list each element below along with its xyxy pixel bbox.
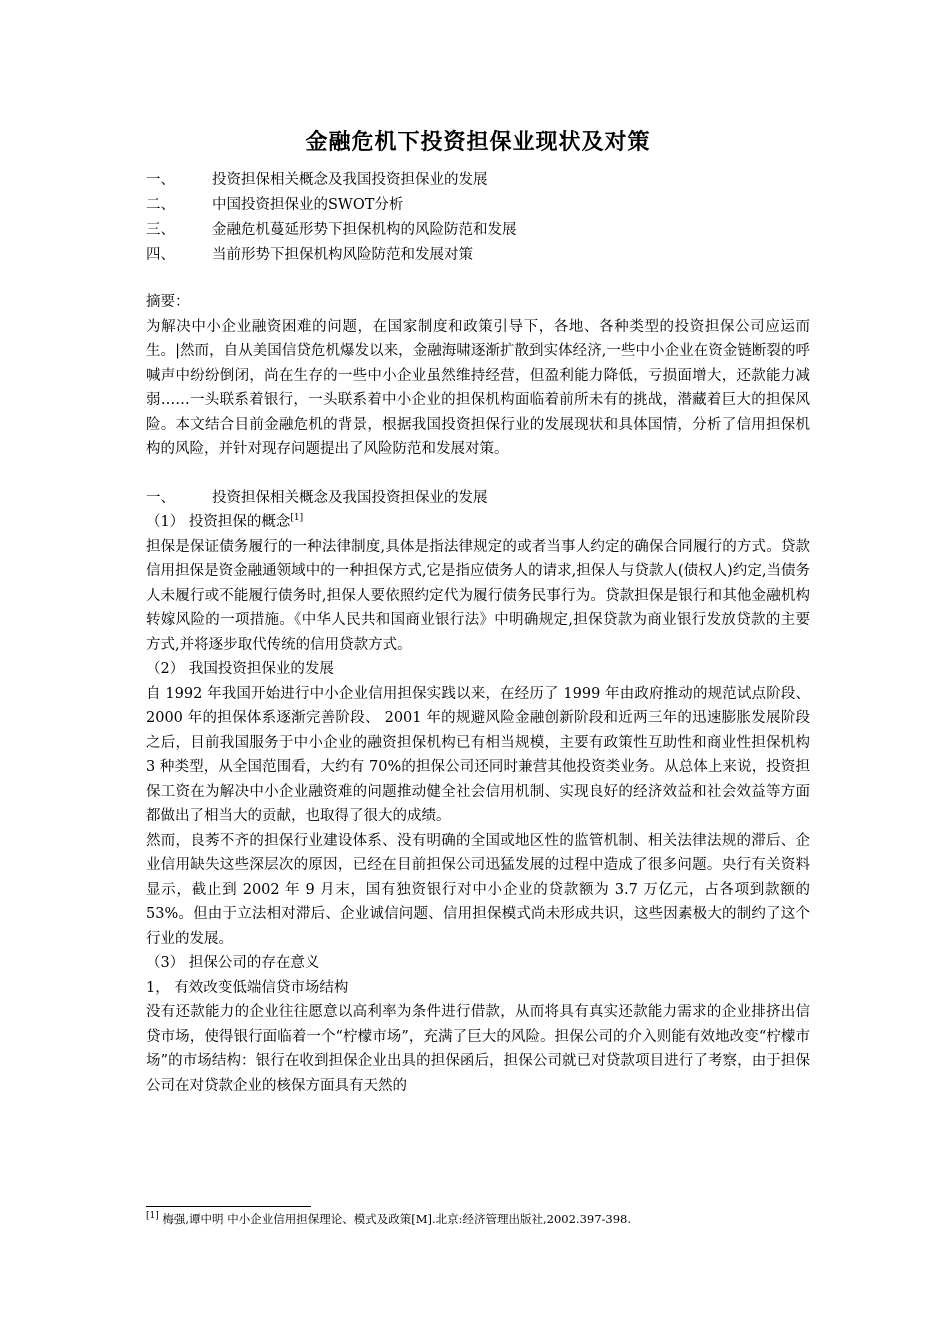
table-of-contents xyxy=(146,168,810,268)
footnote-marker: [1] xyxy=(146,1211,159,1222)
subsection-heading: （2） 我国投资担保业的发展 xyxy=(146,661,334,677)
paragraph: 没有还款能力的企业往往愿意以高利率为条件进行借款，从而将具有真实还款能力需求的企业排挤出信贷市场，使得银行面临着一个“柠檬市场”，充满了巨大的风险。担保公司的介入则能有效地改变“柠檬市场”的市场结构：银行在收到担保企业出具的担保函后，担保公司就已对贷款项目进行了考察，由于担保公司在对贷款企业的核保方面具有天然的 xyxy=(146,1004,810,1094)
toc-number: 一、 xyxy=(146,172,175,188)
toc-text: 当前形势下担保机构风险防范和发展对策 xyxy=(212,247,473,263)
toc-item xyxy=(146,218,810,243)
toc-item xyxy=(146,168,810,193)
abstract-text: 为解决中小企业融资困难的问题，在国家制度和政策引导下，各地、各种类型的投资担保公司应运而生。|然而，自从美国信贷危机爆发以来，金融海啸逐渐扩散到实体经济,一些中小企业在资金链断裂的呼喊声中纷纷倒闭，尚在生存的一些中小企业虽然维持经营，但盈利能力降低，亏损面增大，还款能力减弱……一头联系着银行，一头联系着中小企业的担保机构面临着前所未有的挑战，潜藏着巨大的担保风险。本文结合目前金融危机的背景，根据我国投资担保行业的发展现状和具体国情，分析了信用担保机构的风险，并针对现存问题提出了风险防范和发展对策。 xyxy=(146,318,810,457)
subsection-heading: （3） 担保公司的存在意义 xyxy=(146,955,320,971)
toc-text: 投资担保相关概念及我国投资担保业的发展 xyxy=(212,172,488,188)
toc-text: 金融危机蔓延形势下担保机构的风险防范和发展 xyxy=(212,222,517,238)
document-body xyxy=(146,290,810,1098)
footnote-separator xyxy=(146,1206,311,1207)
toc-number: 三、 xyxy=(146,222,175,238)
toc-item xyxy=(146,193,810,218)
toc-item xyxy=(146,243,810,268)
section-number: 一、 xyxy=(146,489,175,506)
footnote xyxy=(146,1211,810,1227)
paragraph-gap xyxy=(146,462,810,486)
section-heading-text: 投资担保相关概念及我国投资担保业的发展 xyxy=(212,489,488,506)
toc-number: 二、 xyxy=(146,197,175,213)
toc-number: 四、 xyxy=(146,247,175,263)
document-title: 金融危机下投资担保业现状及对策 xyxy=(305,130,651,155)
footnote-reference[interactable]: [1] xyxy=(290,513,304,524)
footnote-text: 梅强,谭中明 中小企业信用担保理论、模式及政策[M].北京:经济管理出版社,2002.397-398. xyxy=(162,1212,632,1226)
paragraph: 自 1992 年我国开始进行中小企业信用担保实践以来，在经历了 1999 年由政府推动的规范试点阶段、 2000 年的担保体系逐渐完善阶段、 2001 年的规避风险金融创新阶段和近两三年的迅速膨胀发展阶段之后，目前我国服务于中小企业的融资担保机构已有相当规模，主要有政策性互助性和商业性担保机构 3 种类型，从全国范围看，大约有 70%的担保公司还同时兼营其他投资类业务。从总体上来说，投资担保工资在为解决中小企业融资难的问题推动健全社会信用机制、实现良好的经济效益和社会效益等方面都做出了相当大的贡献，也取得了很大的成绩。 xyxy=(146,685,810,824)
toc-text: 中国投资担保业的SWOT分析 xyxy=(212,197,404,213)
subsection-heading-text: （1） 投资担保的概念 xyxy=(146,514,291,530)
paragraph: 然而，良莠不齐的担保行业建设体系、没有明确的全国或地区性的监管机制、相关法律法规的滞后、企业信用缺失这些深层次的原因，已经在目前担保公司迅猛发展的过程中造成了很多问题。央行有关资料显示，截止到 2002 年 9 月末，国有独资银行对中小企业的贷款额为 3.7 万亿元，占各项到款额的 53%。但由于立法相对滞后、企业诚信问题、信用担保模式尚未形成共识，这些因素极大的制约了这个行业的发展。 xyxy=(146,832,810,947)
subsection-heading xyxy=(146,510,810,535)
section-heading xyxy=(146,486,810,511)
point-heading: 1， 有效改变低端信贷市场结构 xyxy=(146,979,349,996)
paragraph: 担保是保证债务履行的一种法律制度,具体是指法律规定的或者当事人约定的确保合同履行的方式。贷款信用担保是资金融通领域中的一种担保方式,它是指应债务人的请求,担保人与贷款人(债权人)约定,当债务人未履行或不能履行债务时,担保人要依照约定代为履行债务民事行为。贷款担保是银行和其他金融机构转嫁风险的一项措施。《中华人民共和国商业银行法》中明确规定,担保贷款为商业银行发放贷款的主要方式,并将逐步取代传统的信用贷款方式。 xyxy=(146,538,810,653)
abstract-label: 摘要： xyxy=(146,294,190,310)
